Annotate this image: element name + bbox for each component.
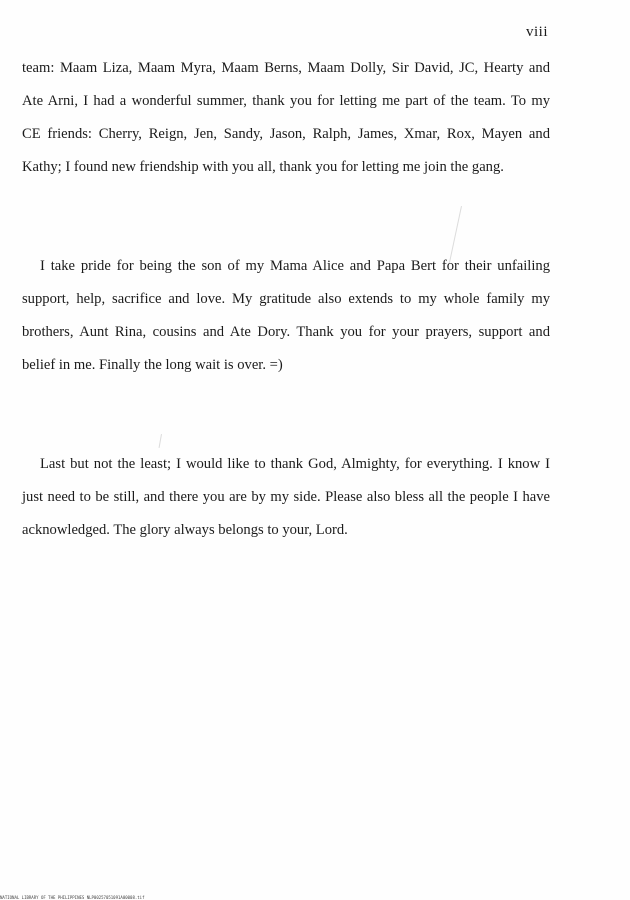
text-line: acknowledged. The glory always belongs to your, Lord. [22, 522, 348, 538]
text-line: support, help, sacrifice and love. My gratitude also extends to my whole family my [22, 291, 550, 307]
text-line: I take pride for being the son of my Mama Alice and Papa Bert for their unfailing [40, 258, 550, 274]
text-line: team: Maam Liza, Maam Myra, Maam Berns, Maam Dolly, Sir David, JC, Hearty and [22, 60, 550, 76]
scan-footer: NATIONAL LIBRARY OF THE PHILIPPINES NLP00257051091A00008.tif [0, 895, 145, 900]
scan-artifact [449, 206, 462, 263]
text-line: belief in me. Finally the long wait is over. =) [22, 357, 283, 373]
page-number: viii [525, 24, 548, 40]
text-line: just need to be still, and there you are by my side. Please also bless all the people I have [22, 489, 550, 505]
scan-artifact [159, 434, 162, 448]
text-line: Last but not the least; I would like to thank God, Almighty, for everything. I know I [40, 456, 550, 472]
text-line: Kathy; I found new friendship with you all, thank you for letting me join the gang. [22, 159, 504, 175]
text-line: brothers, Aunt Rina, cousins and Ate Dory. Thank you for your prayers, support and [22, 324, 550, 340]
text-line: CE friends: Cherry, Reign, Jen, Sandy, Jason, Ralph, James, Xmar, Rox, Mayen and [22, 126, 550, 142]
text-line: Ate Arni, I had a wonderful summer, thank you for letting me part of the team. To my [22, 93, 550, 109]
